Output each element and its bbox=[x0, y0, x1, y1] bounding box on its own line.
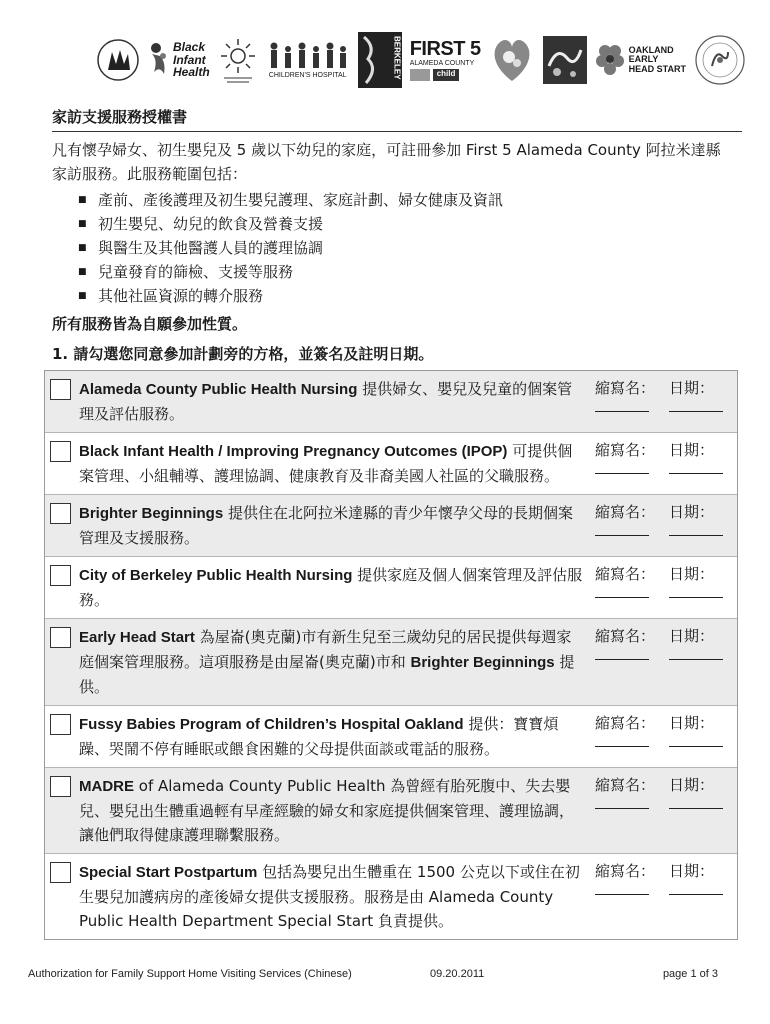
oakland-head-start-logo bbox=[595, 43, 686, 77]
partner-logos bbox=[96, 26, 686, 94]
consent-checkbox[interactable] bbox=[50, 441, 71, 462]
initials-label: 縮寫名： bbox=[595, 503, 656, 521]
service-text: 提供住在北阿拉米達縣的青少年懷孕父母的長期個案管理及支援服務。 bbox=[79, 504, 573, 547]
service-description bbox=[79, 625, 595, 699]
partner-name: Brighter Beginnings bbox=[410, 654, 555, 671]
service-description bbox=[79, 501, 595, 550]
initials-label: 縮寫名： bbox=[595, 627, 656, 645]
date-label: 日期： bbox=[669, 862, 715, 880]
first5-logo-block bbox=[410, 69, 430, 81]
date-line[interactable] bbox=[669, 808, 723, 809]
ohs-logo-line-3: HEAD START bbox=[628, 63, 686, 74]
page-title: 家訪支援服務授權書 bbox=[52, 106, 742, 132]
scope-item: ■ 其他社區資源的轉介服務 bbox=[98, 284, 732, 308]
signature-area bbox=[595, 712, 737, 761]
initials-label: 縮寫名： bbox=[595, 441, 656, 459]
initials-line[interactable] bbox=[595, 473, 649, 474]
page-footer bbox=[28, 968, 718, 984]
footer-form-title: Authorization for Family Support Home Visiting Services (Chinese) bbox=[28, 968, 352, 980]
program-name: Fussy Babies Program of Children’s Hospital Oakland bbox=[79, 716, 464, 733]
service-text: 提供家庭及個人個案管理及評估服務。 bbox=[79, 566, 583, 609]
consent-checkbox[interactable] bbox=[50, 862, 71, 883]
service-description bbox=[79, 712, 595, 761]
service-description bbox=[79, 377, 595, 426]
program-name: MADRE bbox=[79, 778, 134, 795]
initials-label: 縮寫名： bbox=[595, 714, 656, 732]
service-text: of Alameda County Public Health 為曾經有胎死腹中、失去嬰兒、嬰兒出生體重過輕有早產經驗的婦女和家庭提供個案管理、護理協調，讓他們取得健康護理聯繫服務。 bbox=[79, 777, 575, 844]
date-label: 日期： bbox=[669, 503, 715, 521]
date-line[interactable] bbox=[669, 597, 723, 598]
service-row bbox=[45, 706, 737, 768]
date-line[interactable] bbox=[669, 659, 723, 660]
signature-area bbox=[595, 860, 737, 933]
service-description bbox=[79, 439, 595, 488]
initials-line[interactable] bbox=[595, 659, 649, 660]
service-row bbox=[45, 768, 737, 854]
intro-paragraph: 凡有懷孕婦女、初生嬰兒及 5 歲以下幼兒的家庭，可註冊參加 First 5 Alameda County 阿拉米達縣家訪服務。此服務範圍包括： bbox=[52, 141, 721, 183]
footer-date: 09.20.2011 bbox=[430, 968, 485, 980]
footer-page-number: page 1 of 3 bbox=[662, 968, 718, 980]
initials-label: 縮寫名： bbox=[595, 862, 656, 880]
scope-item: ■ 產前、產後護理及初生嬰兒護理、家庭計劃、婦女健康及資訊 bbox=[98, 188, 732, 212]
service-text: 提供婦女、嬰兒及兒童的個案管理及評估服務。 bbox=[79, 380, 573, 423]
signature-area bbox=[595, 377, 737, 426]
first5-logo-tag: child bbox=[433, 69, 460, 81]
black-infant-health-logo bbox=[148, 40, 210, 80]
date-line[interactable] bbox=[669, 894, 723, 895]
first5-logo-sub: ALAMEDA COUNTY bbox=[409, 59, 475, 67]
service-text: 為屋崙(奧克蘭)市有新生兒至三歲幼兒的居民提供每週家庭個案管理服務。這項服務是由屋崙(奧克蘭)市和 bbox=[79, 628, 572, 671]
date-label: 日期： bbox=[669, 627, 715, 645]
fussy-babies-logo bbox=[543, 36, 587, 84]
bih-logo-line-2: Infant bbox=[173, 52, 206, 67]
consent-checkbox[interactable] bbox=[50, 714, 71, 735]
service-scope-list bbox=[52, 188, 732, 308]
program-name: Early Head Start bbox=[79, 629, 195, 646]
childrens-hospital-logo-text: CHILDREN'S HOSPITAL bbox=[268, 72, 347, 80]
public-health-seal bbox=[694, 34, 746, 86]
voluntary-notice: 所有服務皆為自願參加性質。 bbox=[52, 315, 248, 333]
first5-alameda-logo bbox=[410, 39, 481, 81]
service-row bbox=[45, 371, 737, 433]
initials-line[interactable] bbox=[595, 411, 649, 412]
service-row bbox=[45, 433, 737, 495]
signature-area bbox=[595, 563, 737, 612]
services-table bbox=[44, 370, 738, 940]
initials-line[interactable] bbox=[595, 535, 649, 536]
bih-logo-line-3: Health bbox=[173, 65, 210, 80]
consent-checkbox[interactable] bbox=[50, 627, 71, 648]
instruction-text: 1. 請勾選您同意參加計劃旁的方格，並簽名及註明日期。 bbox=[52, 345, 434, 363]
service-row bbox=[45, 495, 737, 557]
service-row bbox=[45, 854, 737, 939]
consent-checkbox[interactable] bbox=[50, 503, 71, 524]
service-text: 可提供個案管理、小組輔導、護理協調、健康教育及非裔美國人社區的父職服務。 bbox=[79, 442, 573, 485]
date-label: 日期： bbox=[669, 776, 715, 794]
berkeley-logo-text: BERKELEY bbox=[392, 36, 402, 80]
program-name: Brighter Beginnings bbox=[79, 505, 224, 522]
first5-logo-main: FIRST 5 bbox=[409, 37, 481, 60]
service-description bbox=[79, 860, 595, 933]
date-line[interactable] bbox=[669, 535, 723, 536]
sun-logo bbox=[218, 36, 258, 84]
signature-area bbox=[595, 625, 737, 699]
service-text-tail: 提供。 bbox=[79, 653, 575, 696]
consent-checkbox[interactable] bbox=[50, 565, 71, 586]
date-line[interactable] bbox=[669, 411, 723, 412]
consent-checkbox[interactable] bbox=[50, 379, 71, 400]
initials-line[interactable] bbox=[595, 746, 649, 747]
initials-label: 縮寫名： bbox=[595, 776, 656, 794]
bih-logo-line-1: Black bbox=[173, 40, 206, 55]
program-name: Black Infant Health / Improving Pregnancy Outcomes (IPOP) bbox=[79, 443, 508, 460]
signature-area bbox=[595, 501, 737, 550]
intro-section bbox=[52, 138, 732, 366]
service-description bbox=[79, 563, 595, 612]
mother-child-logo bbox=[489, 35, 535, 85]
date-label: 日期： bbox=[669, 714, 715, 732]
signature-area bbox=[595, 439, 737, 488]
service-text: 提供：寶寶煩躁、哭鬧不停有睡眠或餵食困難的父母提供面談或電話的服務。 bbox=[79, 715, 559, 758]
service-row bbox=[45, 619, 737, 706]
service-description bbox=[79, 774, 595, 847]
first5-family-logo bbox=[96, 38, 140, 82]
ohs-logo-line-1: OAKLAND bbox=[628, 44, 674, 55]
date-line[interactable] bbox=[669, 473, 723, 474]
scope-item: ■ 與醫生及其他醫護人員的護理協調 bbox=[98, 236, 732, 260]
consent-checkbox[interactable] bbox=[50, 776, 71, 797]
signature-area bbox=[595, 774, 737, 847]
program-name: Alameda County Public Health Nursing bbox=[79, 381, 358, 398]
program-name: Special Start Postpartum bbox=[79, 864, 258, 881]
initials-label: 縮寫名： bbox=[595, 379, 656, 397]
initials-line[interactable] bbox=[595, 597, 649, 598]
berkeley-logo bbox=[358, 32, 402, 88]
date-label: 日期： bbox=[669, 441, 715, 459]
ohs-logo-line-2: EARLY bbox=[628, 54, 659, 65]
date-line[interactable] bbox=[669, 746, 723, 747]
scope-item: ■ 初生嬰兒、幼兒的飲食及營養支援 bbox=[98, 212, 732, 236]
scope-item: ■ 兒童發育的篩檢、支援等服務 bbox=[98, 260, 732, 284]
date-label: 日期： bbox=[669, 379, 715, 397]
initials-line[interactable] bbox=[595, 894, 649, 895]
initials-line[interactable] bbox=[595, 808, 649, 809]
service-row bbox=[45, 557, 737, 619]
date-label: 日期： bbox=[669, 565, 715, 583]
initials-label: 縮寫名： bbox=[595, 565, 656, 583]
service-text: 包括為嬰兒出生體重在 1500 公克以下或住在初生嬰兒加護病房的產後婦女提供支援服務。服務是由 Alameda County Public Health Department Special Start 負責提供。 bbox=[79, 863, 580, 930]
childrens-hospital-logo bbox=[266, 40, 350, 79]
program-name: City of Berkeley Public Health Nursing bbox=[79, 567, 353, 584]
